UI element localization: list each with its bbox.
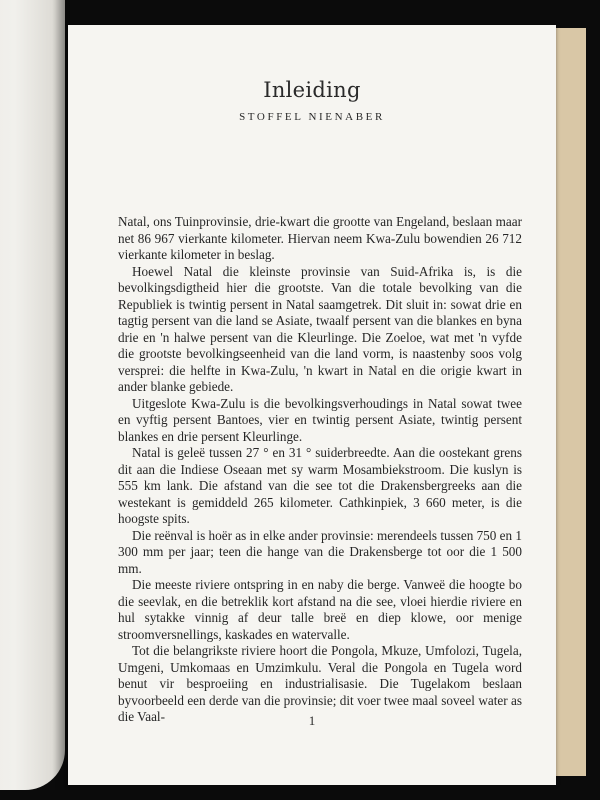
paragraph-3: Uitgeslote Kwa-Zulu is die bevolkingsverhoudings in Natal sowat twee en vyftig persent Bantoes, vier en twintig persent Asiate, twintig persent blankes en drie persent Kleurlinge. (118, 395, 522, 444)
page-number: 1 (308, 713, 316, 728)
chapter-author: STOFFEL NIENABER (239, 111, 385, 123)
paragraph-1: Natal, ons Tuinprovinsie, drie-kwart die grootte van Engeland, beslaan maar net 86 967 vierkante kilometer. Hiervan neem Kwa-Zulu bowendien 26 712 vierkante kilometer in beslag. (118, 214, 522, 262)
paragraph-7: Tot die belangrikste riviere hoort die Pongola, Mkuze, Umfolozi, Tugela, Umgeni, Umkomaas en Umzimkulu. Veral die Pongola en Tugela word benut vir besproeiing en industrialisasie. Die Tugelakom beslaan byvoorbeeld een derde van die provinsie; dit voer twee maal soveel water as die Vaal- (118, 643, 522, 724)
paragraph-6: Die meeste riviere ontspring in en naby die berge. Vanweë die hoogte bo die seevlak, en die betreklik kort afstand na die see, vloei hierdie riviere en hul sytakke vinnig af deur talle breë en diep klowe, oor menige stroomversnellings, kaskades en watervalle. (118, 577, 522, 642)
body-text (118, 214, 522, 726)
paragraph-2: Hoewel Natal die kleinste provinsie van Suid-Afrika is, is die bevolkingsdigtheid hier die grootste. Van die totale bevolking van die Republiek is twintig persent in Natal saamgetrek. Dit sluit in: sowat drie en tagtig persent van die land se Asiate, twaalf persent van die blankes en byna drie en 'n halwe persent van die Kleurlinge. Die Zoeloe, wat met 'n vyfde die grootste bevolkingseenheid van die land vorm, is naastenby soos volg versprei: die helfte in Kwa-Zulu, 'n kwart in Natal en die origie kwart in ander blanke gebiede. (118, 263, 522, 394)
paragraph-5: Die reënval is hoër as in elke ander provinsie: merendeels tussen 750 en 1 300 mm per jaar; teen die hange van die Drakensberge tot oor die 1 500 mm. (118, 527, 523, 576)
book-page (68, 25, 556, 785)
chapter-title: Inleiding (263, 78, 361, 102)
paragraph-4: Natal is geleë tussen 27 ° en 31 ° suiderbreedte. Aan die oostekant grens dit aan die Indiese Oseaan met sy warm Mosambiekstroom. Die kuslyn is 555 km lank. Die afstand van die see tot die Drakensbergreeks aan die westekant is gemiddeld 265 kilometer. Cathkinpiek, 3 660 meter, is die hoogste spits. (118, 445, 522, 526)
